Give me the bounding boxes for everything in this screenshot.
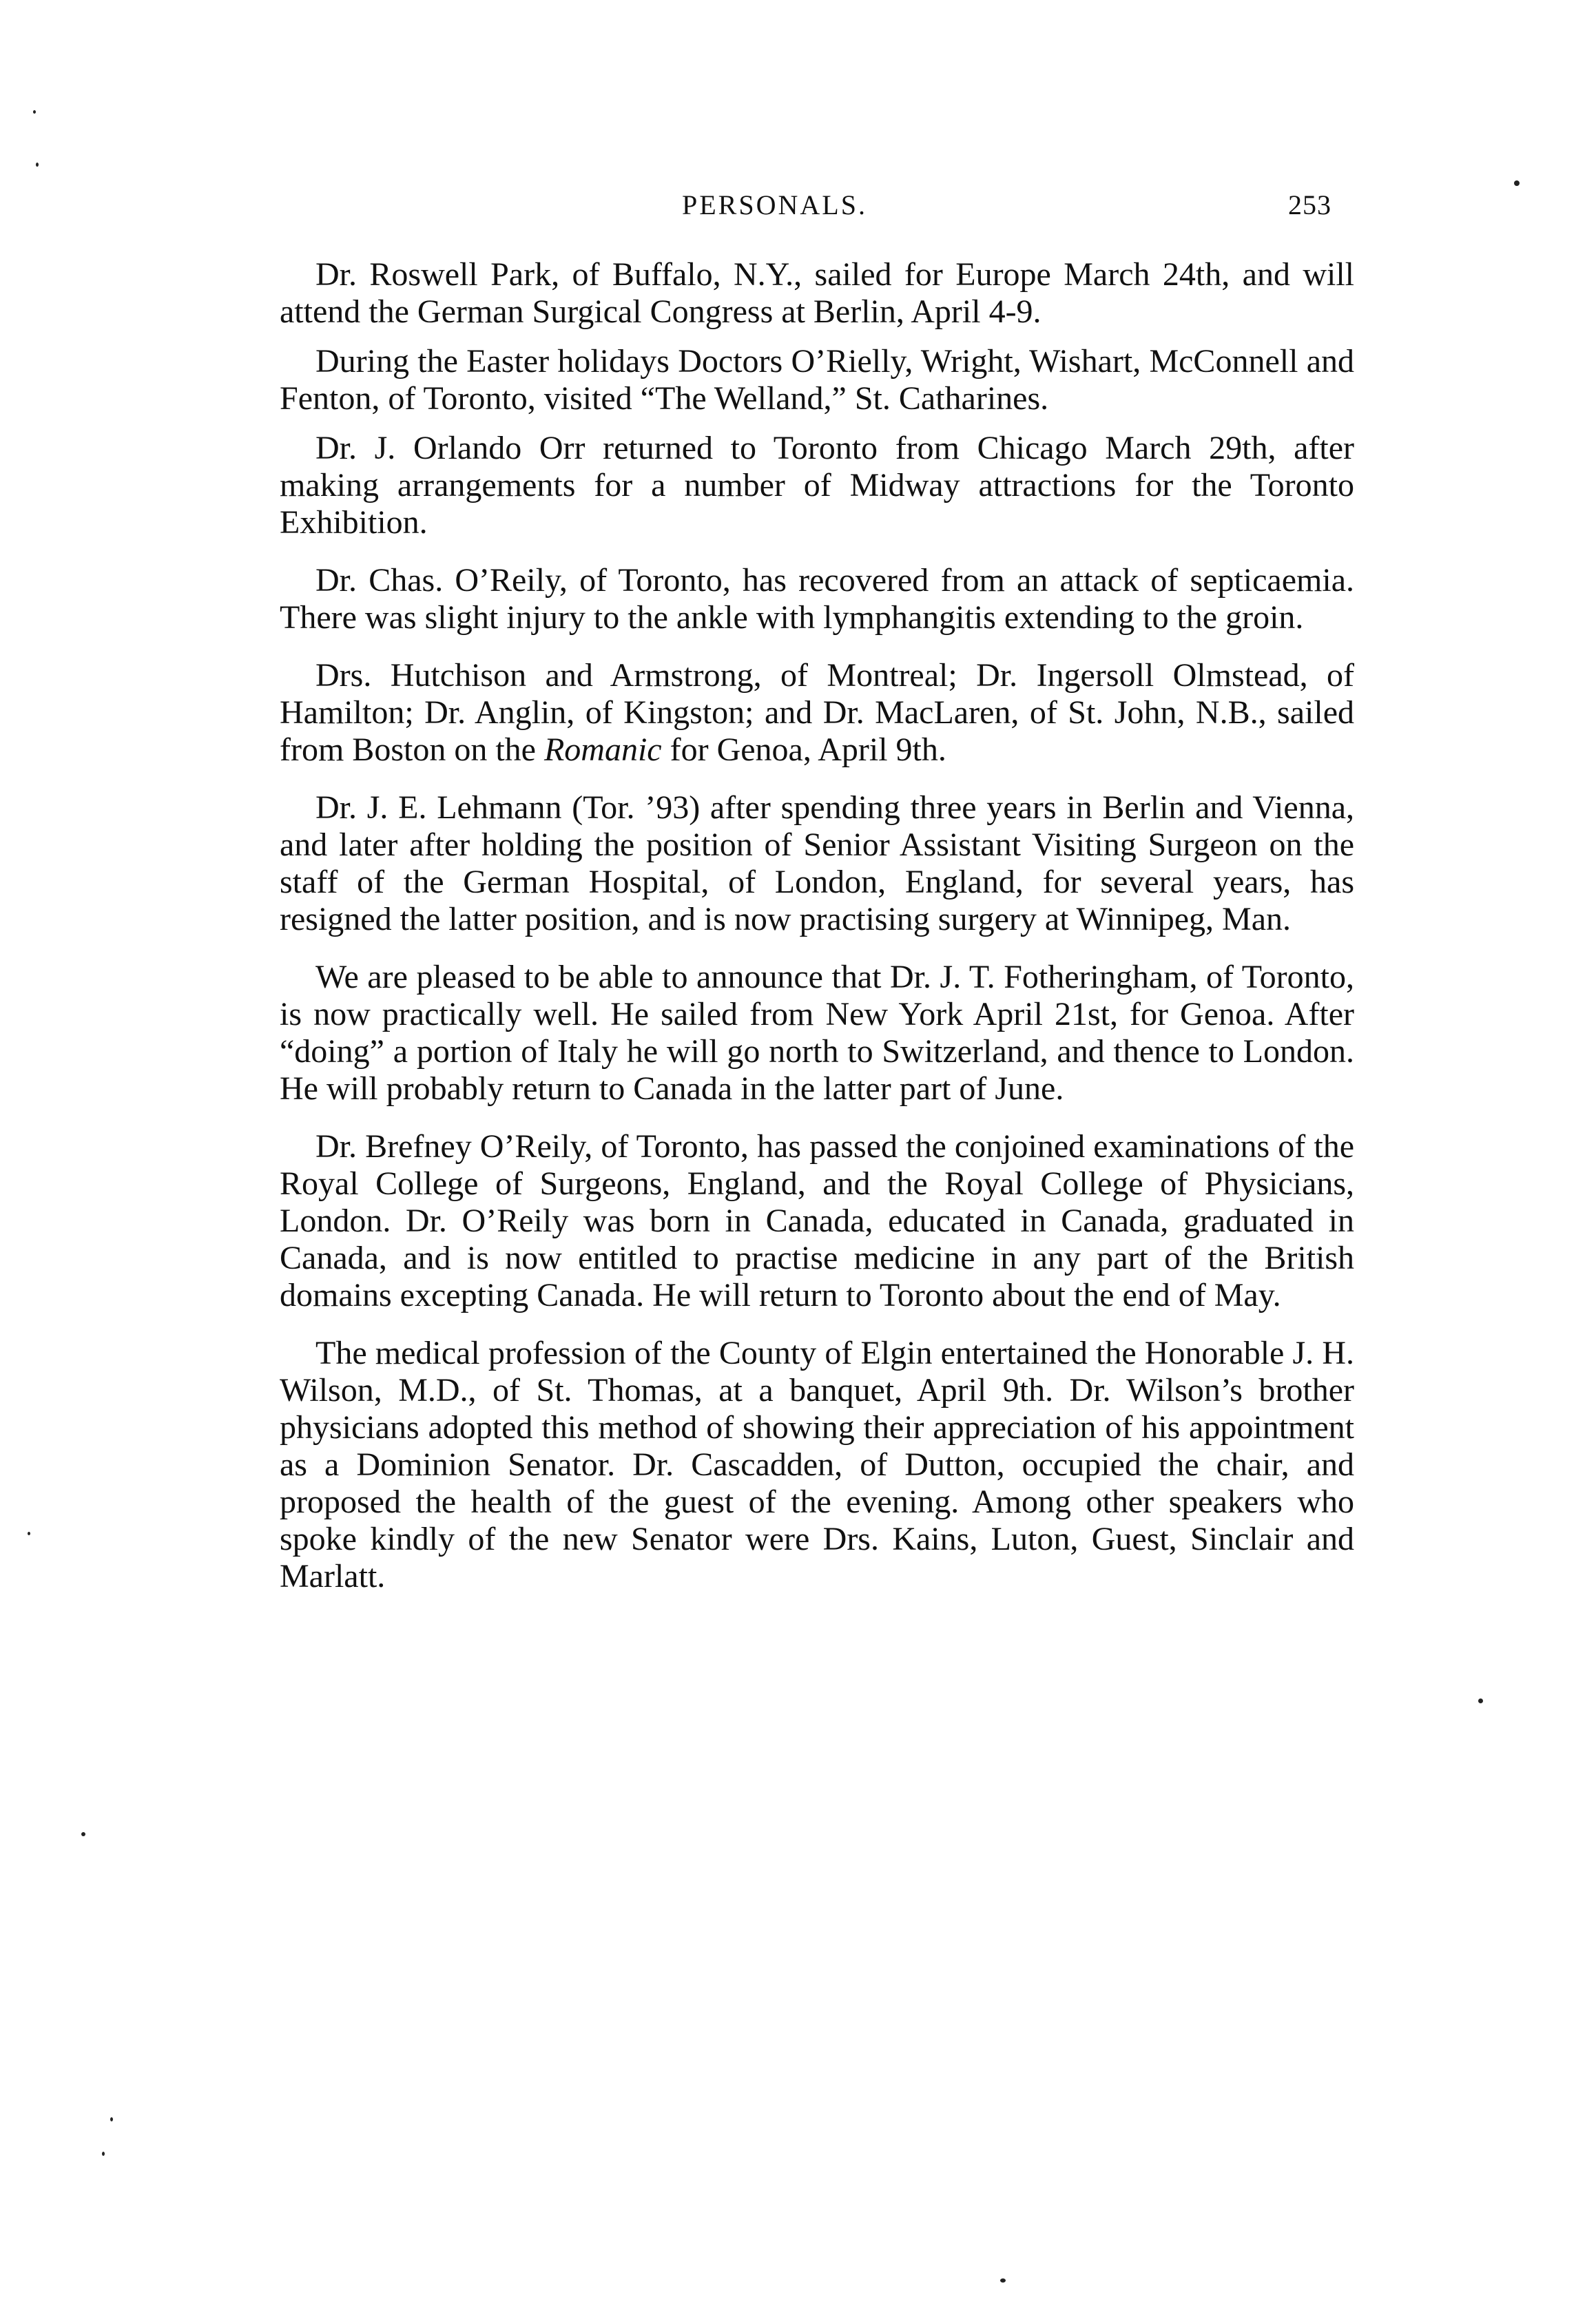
print-speck [1000, 2278, 1006, 2283]
paragraph-orlando-orr: Dr. J. Orlando Orr returned to Toronto from Chicago March 29th, after making arrangements for a number of Midway attractions for the Toronto Exhibition. [280, 430, 1354, 541]
paragraph-easter-holidays: During the Easter holidays Doctors O’Rielly, Wright, Wishart, McConnell and Fenton, of Toronto, visited “The Welland,” St. Catharines. [280, 343, 1354, 417]
print-speck [110, 2117, 113, 2121]
paragraph-brefney-oreily: Dr. Brefney O’Reily, of Toronto, has passed the conjoined examinations of the Royal College of Surgeons, England, and the Royal College of Physicians, London. Dr. O’Reily was born in Canada, educated in Canada, graduated in Canada, and is now entitled to practise medicine in any part of the British domains excepting Canada. He will return to Toronto about the end of May. [280, 1128, 1354, 1313]
running-title: PERSONALS. [682, 189, 867, 220]
running-head [682, 180, 1371, 229]
paragraph-hutchison-armstrong [280, 657, 1354, 769]
print-speck [33, 110, 36, 114]
ship-name: Romanic [543, 731, 662, 768]
paragraph-text: for Genoa, April 9th. [661, 731, 946, 768]
paragraph-chas-oreily: Dr. Chas. O’Reily, of Toronto, has recovered from an attack of septicaemia. There was slight injury to the ankle with lymphangitis extending to the groin. [280, 562, 1354, 636]
paragraph-lehmann: Dr. J. E. Lehmann (Tor. ’93) after spending three years in Berlin and Vienna, and later after holding the position of Senior Assistant Visiting Surgeon on the staff of the German Hospital, of London, England, for several years, has resigned the latter position, and is now practising surgery at Winnipeg, Man. [280, 789, 1354, 937]
page-number: 253 [1288, 189, 1331, 220]
paragraph-fotheringham: We are pleased to be able to announce that Dr. J. T. Fotheringham, of Toronto, is now practically well. He sailed from New York April 21st, for Genoa. After “doing” a portion of Italy he will go north to Switzerland, and thence to London. He will probably return to Canada in the latter part of June. [280, 959, 1354, 1107]
print-speck [81, 1832, 85, 1836]
print-speck [1514, 180, 1520, 186]
print-speck [1478, 1698, 1483, 1703]
print-speck [102, 2152, 105, 2156]
article-body [280, 256, 1354, 1595]
print-speck [36, 163, 39, 167]
paragraph-text: Drs. Hutchison and Armstrong, of Montreal; Dr. Ingersoll Olmstead, of Hamilton; Dr. Anglin, of Kingston; and Dr. MacLaren, of St. John, N.B., sailed from Boston on the [280, 657, 1354, 768]
paragraph-roswell-park: Dr. Roswell Park, of Buffalo, N.Y., sailed for Europe March 24th, and will attend the German Surgical Congress at Berlin, April 4-9. [280, 256, 1354, 330]
print-speck [28, 1532, 30, 1535]
paragraph-elgin-banquet: The medical profession of the County of Elgin entertained the Honorable J. H. Wilson, M.D., of St. Thomas, at a banquet, April 9th. Dr. Wilson’s brother physicians adopted this method of showing their appreciation of his appointment as a Dominion Senator. Dr. Cascadden, of Dutton, occupied the chair, and proposed the health of the guest of the evening. Among other speakers who spoke kindly of the new Senator were Drs. Kains, Luton, Guest, Sinclair and Marlatt. [280, 1335, 1354, 1594]
